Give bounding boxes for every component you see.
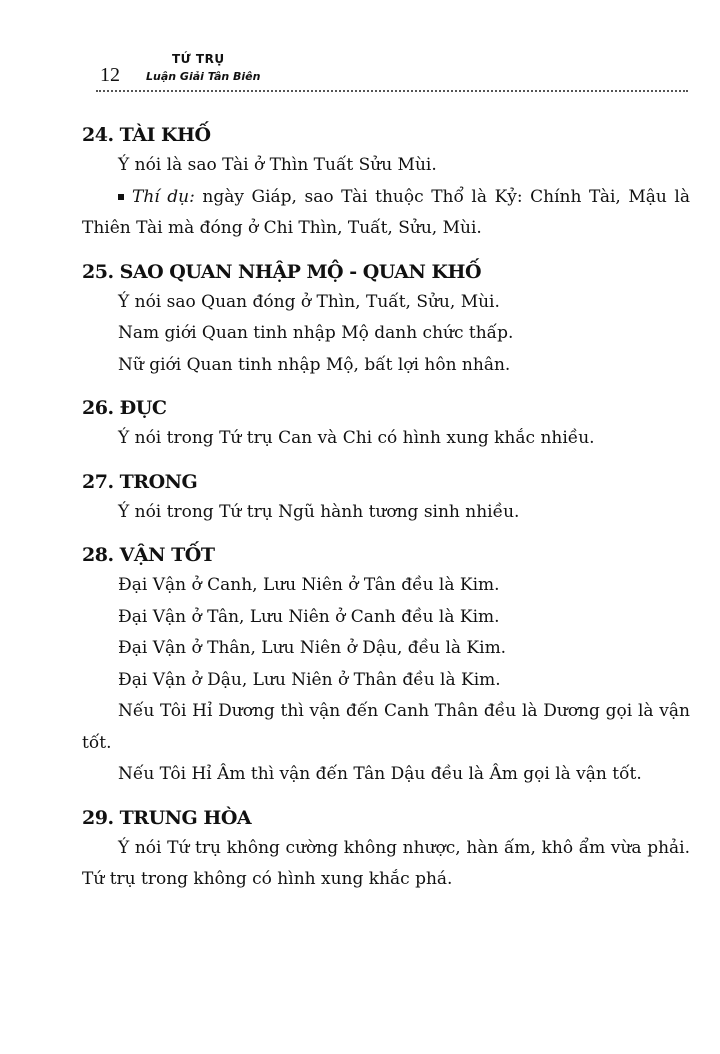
section-24 — [82, 120, 690, 245]
paragraph: Ý nói sao Quan đóng ở Thìn, Tuất, Sửu, Mùi. — [118, 291, 500, 312]
bullet-icon — [118, 194, 124, 200]
section-28 — [82, 540, 690, 791]
section-heading: 28. VẬN TỐT — [82, 544, 215, 566]
page-header — [96, 52, 688, 96]
paragraph: Đại Vận ở Canh, Lưu Niên ở Tân đều là Kim. — [118, 575, 500, 595]
example-text: ngày Giáp, sao Tài thuộc Thổ là Kỷ: Chính Tài, Mậu là Thiên Tài mà đóng ở Chi Thìn, Tuất, Sửu, Mùi. — [82, 186, 691, 238]
example-label: Thí dụ: — [132, 186, 195, 207]
page-body — [82, 120, 690, 896]
section-heading: 24. TÀI KHỐ — [82, 124, 211, 146]
book-title: TỨ TRỤ — [172, 52, 225, 66]
section-heading: 26. ĐỤC — [82, 397, 167, 419]
paragraph: Đại Vận ở Thân, Lưu Niên ở Dậu, đều là Kim. — [118, 638, 507, 658]
section-heading: 29. TRUNG HÒA — [82, 806, 252, 829]
page-number: 12 — [100, 64, 120, 86]
paragraph: Nam giới Quan tinh nhập Mộ danh chức thấp. — [118, 323, 514, 343]
example-paragraph — [82, 182, 690, 245]
section-heading: 25. SAO QUAN NHẬP MỘ - QUAN KHỐ — [82, 260, 481, 283]
paragraph: Nếu Tôi Hỉ Dương thì vận đến Canh Thân đều là Dương gọi là vận tốt. — [82, 701, 690, 753]
paragraph: Nữ giới Quan tinh nhập Mộ, bất lợi hôn nhân. — [118, 354, 511, 375]
paragraph: Ý nói Tứ trụ không cường không nhược, hàn ấm, khô ẩm vừa phải. Tứ trụ trong không có hình xung khắc phá. — [82, 837, 690, 889]
paragraph: Nếu Tôi Hỉ Âm thì vận đến Tân Dậu đều là Âm gọi là vận tốt. — [118, 764, 642, 784]
header-divider — [96, 90, 688, 92]
paragraph: Đại Vận ở Tân, Lưu Niên ở Canh đều là Kim. — [118, 606, 500, 627]
section-25 — [82, 257, 690, 382]
paragraph: Đại Vận ở Dậu, Lưu Niên ở Thân đều là Kim. — [118, 669, 501, 690]
paragraph: Ý nói trong Tứ trụ Ngũ hành tương sinh nhiều. — [118, 501, 520, 522]
section-27 — [82, 467, 690, 529]
paragraph: Ý nói là sao Tài ở Thìn Tuất Sửu Mùi. — [118, 155, 437, 175]
section-heading: 27. TRONG — [82, 470, 198, 493]
book-subtitle: Luận Giải Tân Biên — [146, 70, 261, 83]
section-29 — [82, 803, 690, 896]
paragraph: Ý nói trong Tứ trụ Can và Chi có hình xung khắc nhiều. — [118, 428, 595, 448]
section-26 — [82, 393, 690, 455]
